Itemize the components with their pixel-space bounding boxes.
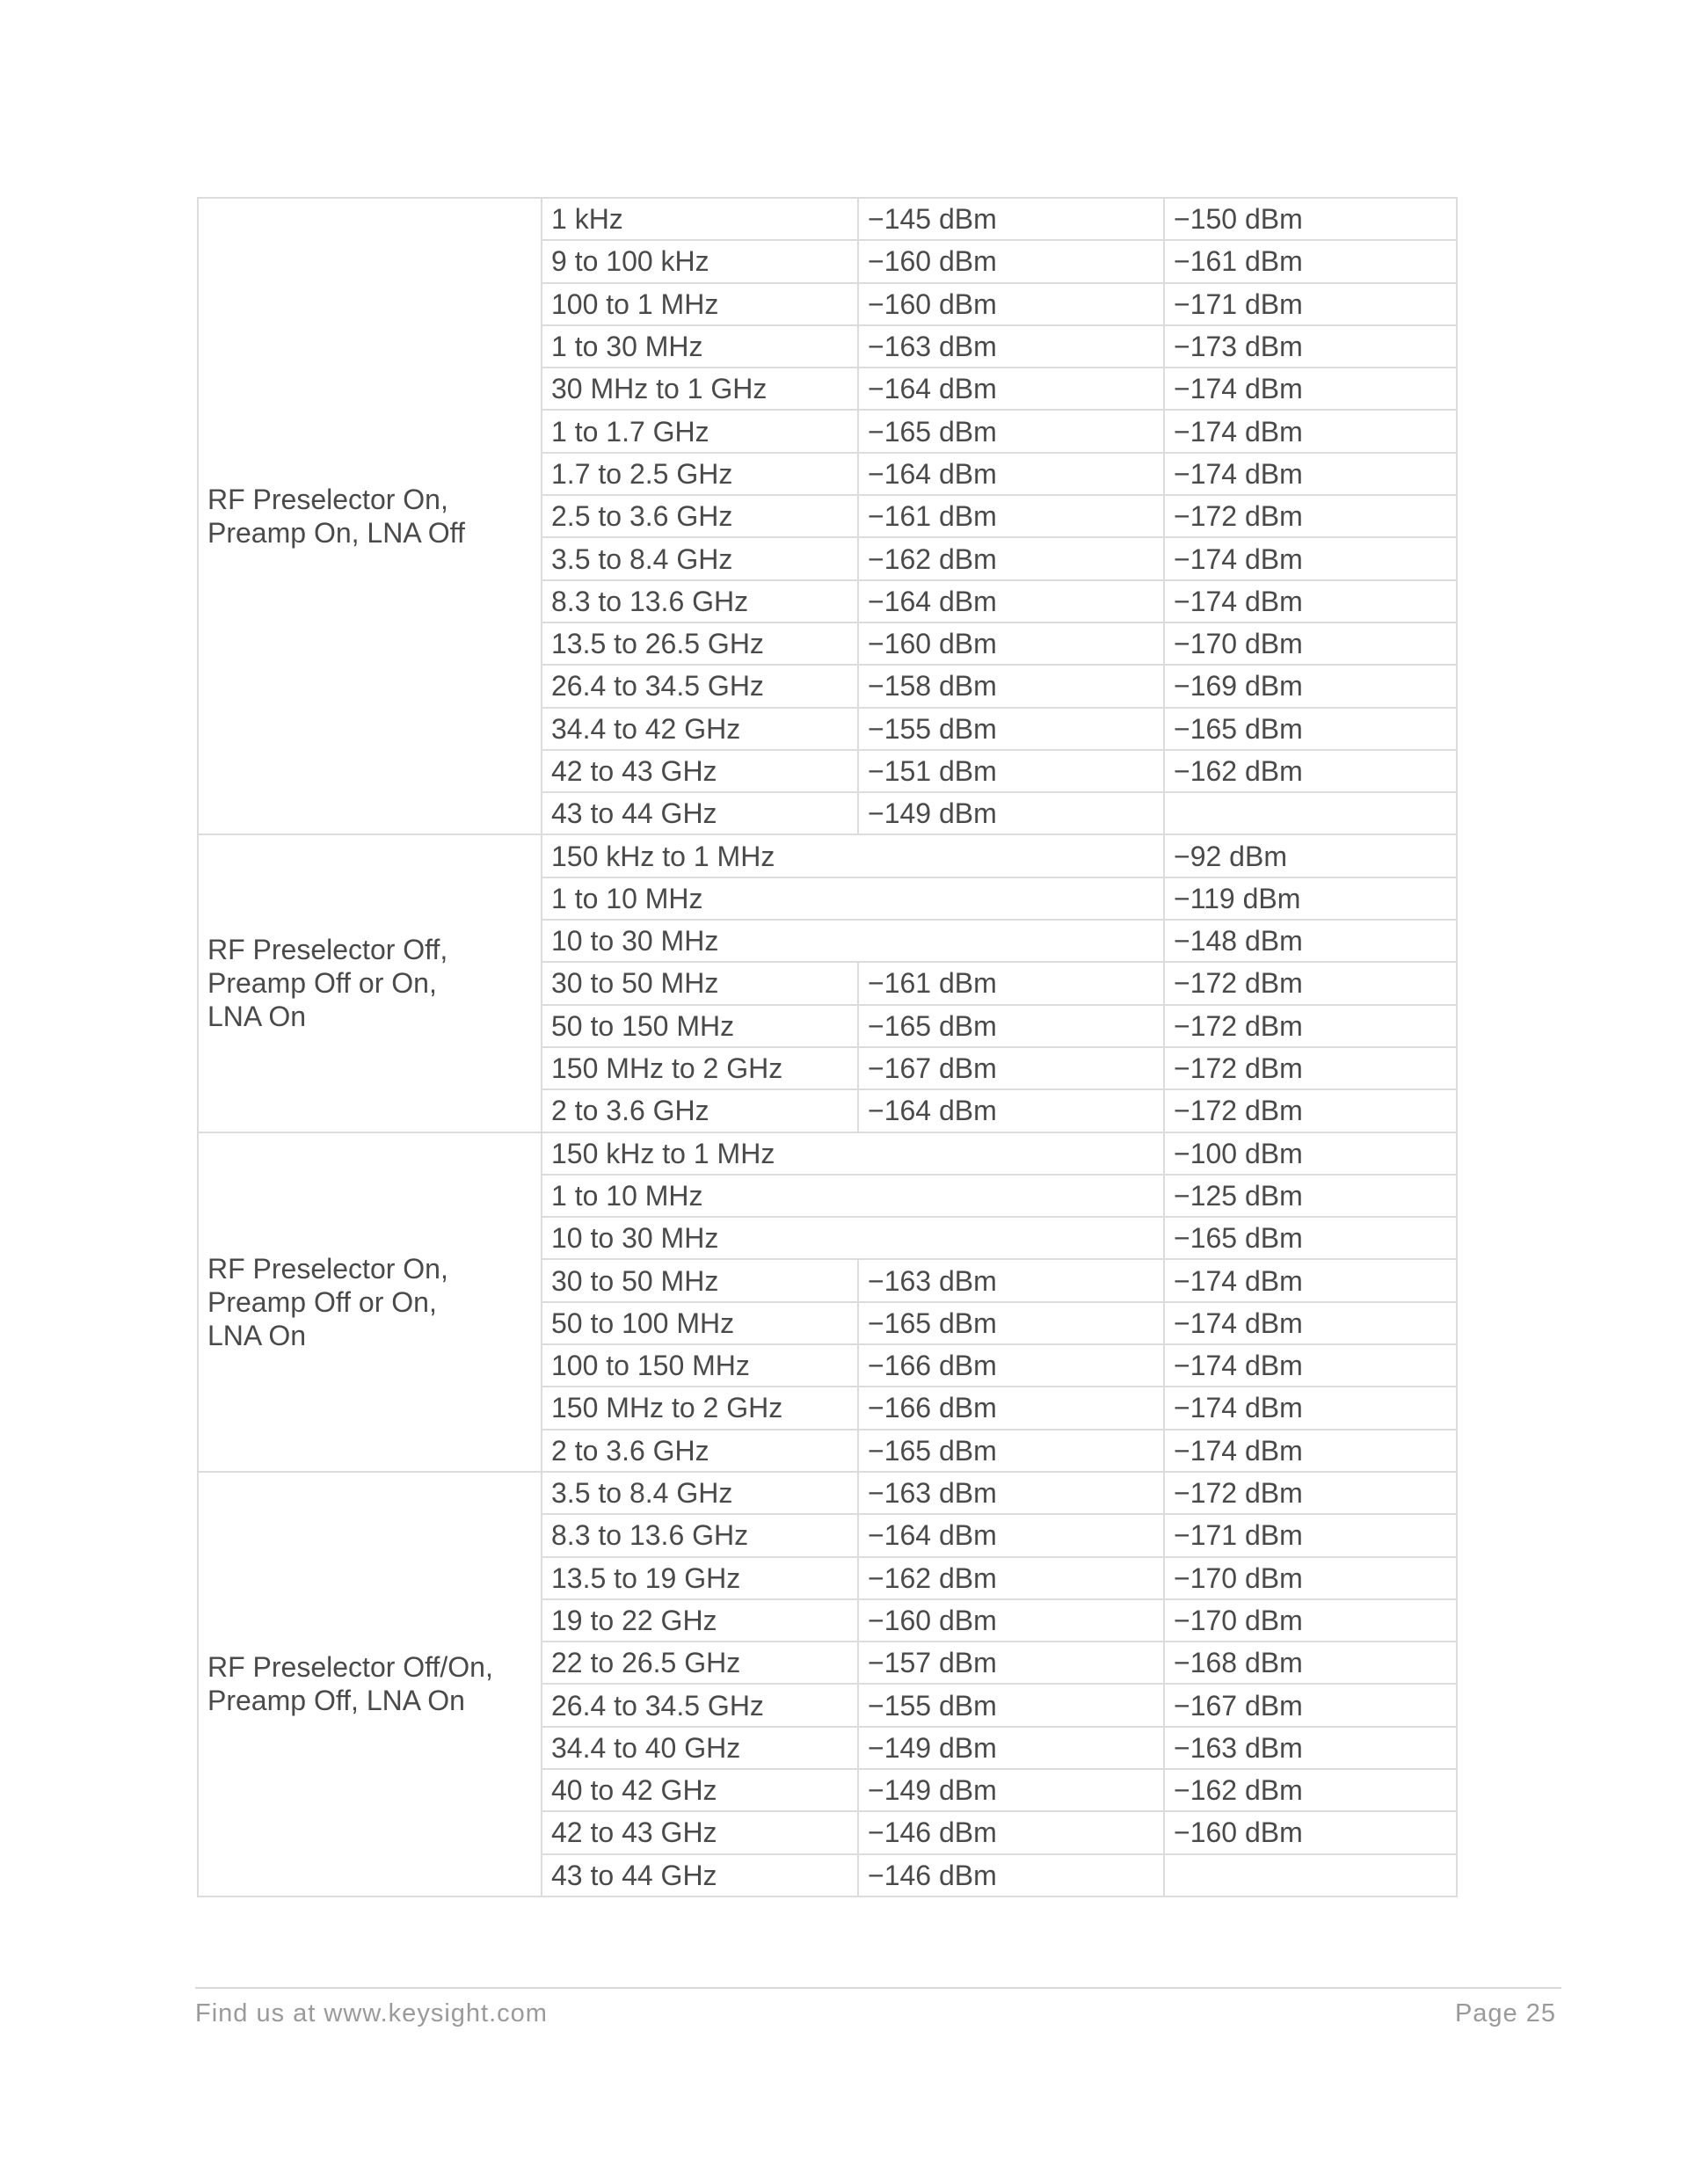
frequency-cell: 42 to 43 GHz — [542, 750, 858, 792]
table-row — [198, 1132, 1457, 1175]
value-cell-1: −149 dBm — [858, 792, 1164, 834]
value-cell-1: −166 dBm — [858, 1344, 1164, 1387]
value-cell-2: −172 dBm — [1164, 962, 1457, 1004]
condition-cell: RF Preselector On, Preamp On, LNA Off — [198, 198, 542, 834]
frequency-cell: 42 to 43 GHz — [542, 1811, 858, 1853]
value-cell-2: −172 dBm — [1164, 1089, 1457, 1132]
value-cell-1: −155 dBm — [858, 708, 1164, 750]
frequency-cell: 43 to 44 GHz — [542, 1854, 858, 1896]
value-cell-1: −145 dBm — [858, 198, 1164, 240]
frequency-cell: 150 MHz to 2 GHz — [542, 1387, 858, 1429]
frequency-cell: 1 to 1.7 GHz — [542, 410, 858, 452]
frequency-cell: 30 MHz to 1 GHz — [542, 368, 858, 410]
value-cell-2: −174 dBm — [1164, 1387, 1457, 1429]
frequency-cell: 1 to 10 MHz — [542, 877, 1164, 920]
frequency-cell: 100 to 1 MHz — [542, 283, 858, 325]
value-cell-1: −166 dBm — [858, 1387, 1164, 1429]
frequency-cell: 19 to 22 GHz — [542, 1599, 858, 1642]
value-cell-2: −174 dBm — [1164, 453, 1457, 495]
value-cell-2: −170 dBm — [1164, 622, 1457, 665]
value-cell-2: −174 dBm — [1164, 1259, 1457, 1301]
frequency-cell: 30 to 50 MHz — [542, 1259, 858, 1301]
frequency-cell: 34.4 to 40 GHz — [542, 1727, 858, 1769]
frequency-cell: 13.5 to 26.5 GHz — [542, 622, 858, 665]
value-cell-2: −171 dBm — [1164, 1514, 1457, 1556]
value-cell-1: −161 dBm — [858, 962, 1164, 1004]
value-cell-2: −171 dBm — [1164, 283, 1457, 325]
value-cell-2: −174 dBm — [1164, 368, 1457, 410]
value-cell-1: −165 dBm — [858, 410, 1164, 452]
frequency-cell: 10 to 30 MHz — [542, 1217, 1164, 1259]
frequency-cell: 1 to 30 MHz — [542, 325, 858, 368]
value-cell-2: −168 dBm — [1164, 1642, 1457, 1684]
value-cell-1: −160 dBm — [858, 283, 1164, 325]
value-cell-1: −149 dBm — [858, 1727, 1164, 1769]
value-cell-1: −155 dBm — [858, 1684, 1164, 1726]
frequency-cell: 22 to 26.5 GHz — [542, 1642, 858, 1684]
value-cell-2: −174 dBm — [1164, 1344, 1457, 1387]
value-cell-2: −165 dBm — [1164, 708, 1457, 750]
value-cell-1: −146 dBm — [858, 1854, 1164, 1896]
value-cell-1: −164 dBm — [858, 1514, 1164, 1556]
value-cell-2 — [1164, 792, 1457, 834]
value-cell-2: −170 dBm — [1164, 1599, 1457, 1642]
frequency-cell: 26.4 to 34.5 GHz — [542, 665, 858, 707]
value-cell-2: −170 dBm — [1164, 1557, 1457, 1599]
noise-spec-table — [197, 197, 1458, 1897]
value-cell-1: −164 dBm — [858, 1089, 1164, 1132]
value-cell-2: −162 dBm — [1164, 750, 1457, 792]
value-cell-1: −160 dBm — [858, 622, 1164, 665]
value-cell-1: −162 dBm — [858, 1557, 1164, 1599]
value-cell-2: −125 dBm — [1164, 1175, 1457, 1217]
frequency-cell: 1 to 10 MHz — [542, 1175, 1164, 1217]
footer-divider — [195, 1987, 1561, 1989]
frequency-cell: 100 to 150 MHz — [542, 1344, 858, 1387]
spec-table-body — [198, 198, 1457, 1896]
frequency-cell: 26.4 to 34.5 GHz — [542, 1684, 858, 1726]
frequency-cell: 1 kHz — [542, 198, 858, 240]
frequency-cell: 50 to 150 MHz — [542, 1005, 858, 1047]
value-cell-2: −174 dBm — [1164, 580, 1457, 622]
frequency-cell: 40 to 42 GHz — [542, 1769, 858, 1811]
value-cell-2: −174 dBm — [1164, 537, 1457, 579]
frequency-cell: 150 MHz to 2 GHz — [542, 1047, 858, 1089]
value-cell-1: −160 dBm — [858, 1599, 1164, 1642]
value-cell-2: −174 dBm — [1164, 1430, 1457, 1472]
value-cell-2: −172 dBm — [1164, 1005, 1457, 1047]
value-cell-1: −151 dBm — [858, 750, 1164, 792]
value-cell-1: −149 dBm — [858, 1769, 1164, 1811]
value-cell-1: −164 dBm — [858, 580, 1164, 622]
value-cell-2: −172 dBm — [1164, 1047, 1457, 1089]
value-cell-2: −165 dBm — [1164, 1217, 1457, 1259]
condition-cell: RF Preselector Off, Preamp Off or On, LNA On — [198, 834, 542, 1132]
value-cell-1: −161 dBm — [858, 495, 1164, 537]
value-cell-1: −163 dBm — [858, 1472, 1164, 1514]
value-cell-2: −163 dBm — [1164, 1727, 1457, 1769]
value-cell-2: −160 dBm — [1164, 1811, 1457, 1853]
value-cell-1: −165 dBm — [858, 1005, 1164, 1047]
value-cell-1: −146 dBm — [858, 1811, 1164, 1853]
table-row — [198, 1472, 1457, 1514]
frequency-cell: 3.5 to 8.4 GHz — [542, 537, 858, 579]
value-cell-1: −164 dBm — [858, 453, 1164, 495]
value-cell-2: −161 dBm — [1164, 240, 1457, 282]
frequency-cell: 34.4 to 42 GHz — [542, 708, 858, 750]
value-cell-2: −174 dBm — [1164, 1302, 1457, 1344]
frequency-cell: 10 to 30 MHz — [542, 920, 1164, 962]
frequency-cell: 2 to 3.6 GHz — [542, 1430, 858, 1472]
value-cell-2: −173 dBm — [1164, 325, 1457, 368]
value-cell-2: −162 dBm — [1164, 1769, 1457, 1811]
table-row — [198, 834, 1457, 877]
value-cell-1: −162 dBm — [858, 537, 1164, 579]
frequency-cell: 30 to 50 MHz — [542, 962, 858, 1004]
frequency-cell: 8.3 to 13.6 GHz — [542, 1514, 858, 1556]
frequency-cell: 50 to 100 MHz — [542, 1302, 858, 1344]
frequency-cell: 1.7 to 2.5 GHz — [542, 453, 858, 495]
value-cell-2: −148 dBm — [1164, 920, 1457, 962]
frequency-cell: 8.3 to 13.6 GHz — [542, 580, 858, 622]
frequency-cell: 2.5 to 3.6 GHz — [542, 495, 858, 537]
value-cell-1: −165 dBm — [858, 1302, 1164, 1344]
value-cell-2 — [1164, 1854, 1457, 1896]
condition-cell: RF Preselector On, Preamp Off or On, LNA On — [198, 1132, 542, 1472]
frequency-cell: 3.5 to 8.4 GHz — [542, 1472, 858, 1514]
value-cell-2: −172 dBm — [1164, 495, 1457, 537]
value-cell-1: −165 dBm — [858, 1430, 1164, 1472]
frequency-cell: 2 to 3.6 GHz — [542, 1089, 858, 1132]
value-cell-1: −164 dBm — [858, 368, 1164, 410]
table-row — [198, 198, 1457, 240]
value-cell-2: −174 dBm — [1164, 410, 1457, 452]
condition-cell: RF Preselector Off/On, Preamp Off, LNA On — [198, 1472, 542, 1896]
value-cell-1: −158 dBm — [858, 665, 1164, 707]
value-cell-1: −160 dBm — [858, 240, 1164, 282]
page-number: Page 25 — [1454, 1999, 1556, 2027]
frequency-cell: 150 kHz to 1 MHz — [542, 834, 1164, 877]
value-cell-2: −172 dBm — [1164, 1472, 1457, 1514]
frequency-cell: 43 to 44 GHz — [542, 792, 858, 834]
value-cell-1: −157 dBm — [858, 1642, 1164, 1684]
value-cell-2: −150 dBm — [1164, 198, 1457, 240]
value-cell-2: −167 dBm — [1164, 1684, 1457, 1726]
value-cell-2: −119 dBm — [1164, 877, 1457, 920]
value-cell-1: −163 dBm — [858, 1259, 1164, 1301]
value-cell-1: −167 dBm — [858, 1047, 1164, 1089]
frequency-cell: 13.5 to 19 GHz — [542, 1557, 858, 1599]
footer-website: Find us at www.keysight.com — [195, 1999, 548, 2027]
frequency-cell: 150 kHz to 1 MHz — [542, 1132, 1164, 1175]
value-cell-2: −100 dBm — [1164, 1132, 1457, 1175]
frequency-cell: 9 to 100 kHz — [542, 240, 858, 282]
value-cell-2: −169 dBm — [1164, 665, 1457, 707]
value-cell-1: −163 dBm — [858, 325, 1164, 368]
value-cell-2: −92 dBm — [1164, 834, 1457, 877]
